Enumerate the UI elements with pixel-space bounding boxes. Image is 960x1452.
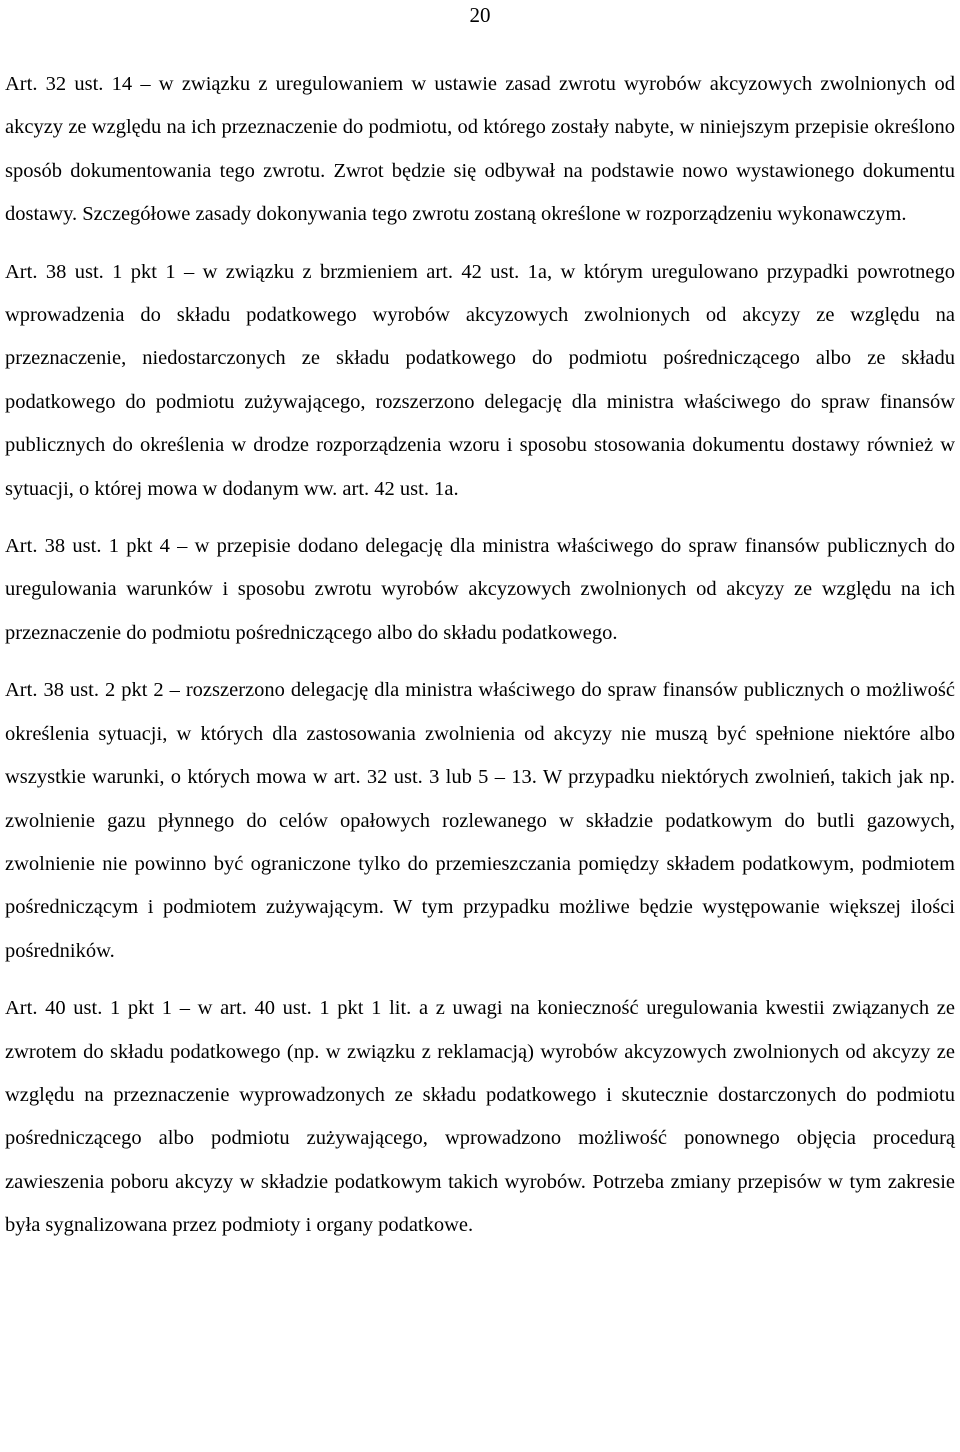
document-body — [5, 63, 955, 1262]
paragraph-art-38-ust-1-pkt-4: Art. 38 ust. 1 pkt 4 – w przepisie dodano delegację dla ministra właściwego do spraw finansów publicznych do uregulowania warunków i sposobu zwrotu wyrobów akcyzowych zwolnionych od akcyzy ze względu na ich przeznaczenie do podmiotu pośredniczącego albo do składu podatkowego. — [5, 535, 955, 644]
paragraph-art-38-ust-1-pkt-1: Art. 38 ust. 1 pkt 1 – w związku z brzmieniem art. 42 ust. 1a, w którym uregulowano przypadki powrotnego wprowadzenia do składu podatkowego wyrobów akcyzowych zwolnionych od akcyzy ze względu na przeznaczenie, niedostarczonych ze składu podatkowego do podmiotu pośredniczącego albo ze składu podatkowego do podmiotu zużywającego, rozszerzono delegację dla ministra właściwego do spraw finansów publicznych do określenia w drodze rozporządzenia wzoru i sposobu stosowania dokumentu dostawy również w sytuacji, o której mowa w dodanym ww. art. 42 ust. 1a. — [5, 260, 955, 500]
paragraph-art-38-ust-2-pkt-2: Art. 38 ust. 2 pkt 2 – rozszerzono delegację dla ministra właściwego do spraw finansów publicznych o możliwość określenia sytuacji, w których dla zastosowania zwolnienia od akcyzy nie muszą być spełnione niektóre albo wszystkie warunki, o których mowa w art. 32 ust. 3 lub 5 – 13. W przypadku niektórych zwolnień, takich jak np. zwolnienie gazu płynnego do celów opałowych rozlewanego w składzie podatkowym do butli gazowych, zwolnienie nie powinno być ograniczone tylko do przemieszczania pomiędzy składem podatkowym, podmiotem pośredniczącym i podmiotem zużywającym. W tym przypadku możliwe będzie występowanie większej ilości pośredników. — [5, 679, 955, 962]
paragraph-art-40-ust-1-pkt-1: Art. 40 ust. 1 pkt 1 – w art. 40 ust. 1 pkt 1 lit. a z uwagi na konieczność uregulowania kwestii związanych ze zwrotem do składu podatkowego (np. w związku z reklamacją) wyrobów akcyzowych zwolnionych od akcyzy ze względu na przeznaczenie wyprowadzonych ze składu podatkowego i skutecznie dostarczonych do podmiotu pośredniczącego albo podmiotu zużywającego, wprowadzono możliwość ponownego objęcia procedurą zawieszenia poboru akcyzy w składzie podatkowym takich wyrobów. Potrzeba zmiany przepisów w tym zakresie była sygnalizowana przez podmioty i organy podatkowe. — [5, 997, 955, 1237]
paragraph-art-32-ust-14: Art. 32 ust. 14 – w związku z uregulowaniem w ustawie zasad zwrotu wyrobów akcyzowych zwolnionych od akcyzy ze względu na ich przeznaczenie do podmiotu, od którego zostały nabyte, w niniejszym przepisie określono sposób dokumentowania tego zwrotu. Zwrot będzie się odbywał na podstawie nowo wystawionego dokumentu dostawy. Szczegółowe zasady dokonywania tego zwrotu zostaną określone w rozporządzeniu wykonawczym. — [5, 73, 955, 226]
page-number: 20 — [469, 3, 491, 27]
